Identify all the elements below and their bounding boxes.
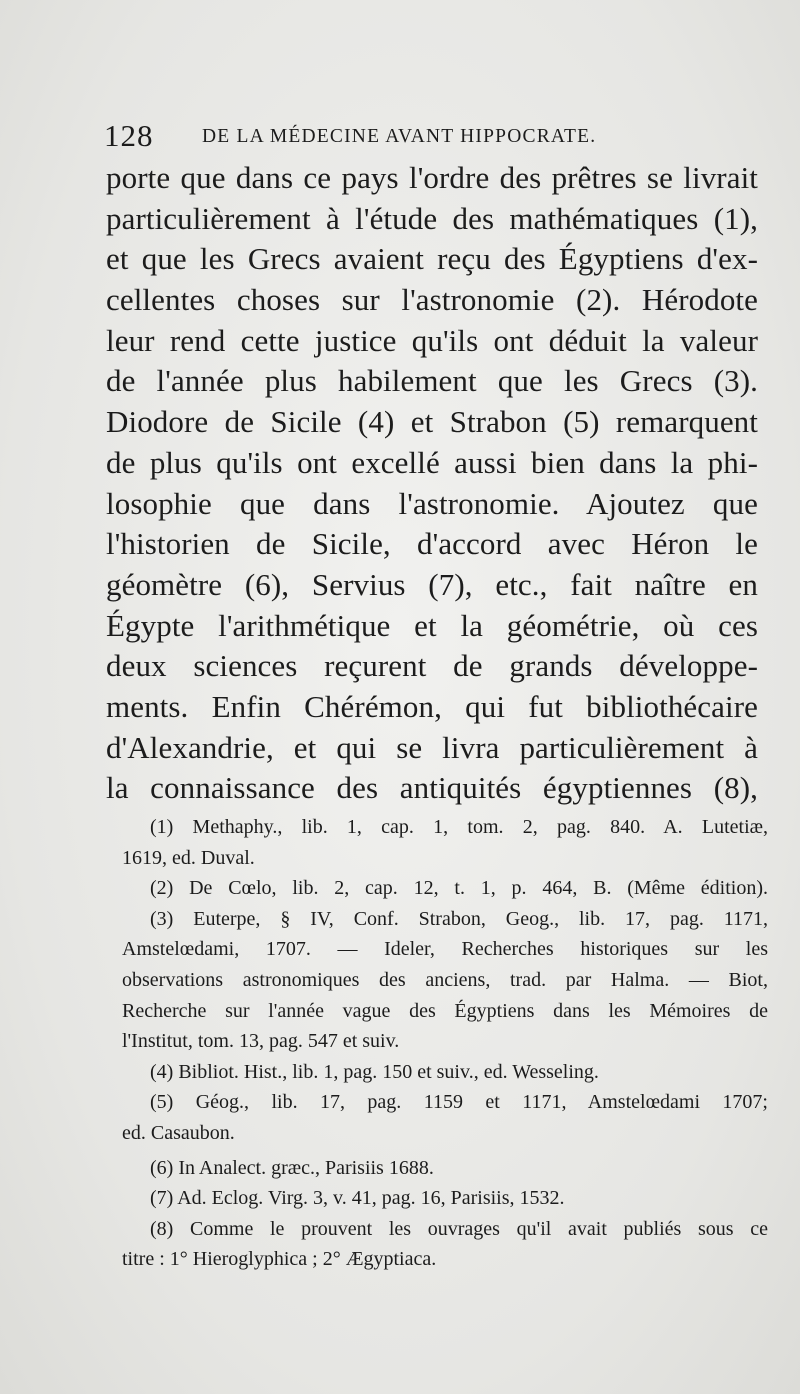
text-line: cellentes choses sur l'astronomie (2). Hérodote: [106, 282, 758, 318]
footnotes: [122, 812, 768, 1275]
text-line: de plus qu'ils ont excellé aussi bien dans la phi-: [106, 444, 758, 480]
text-line: losophie que dans l'astronomie. Ajoutez que: [106, 485, 758, 521]
footnote-2: (2) De Cœlo, lib. 2, cap. 12, t. 1, p. 464, B. (Même édition).: [150, 877, 768, 900]
text-line: et que les Grecs avaient reçu des Égyptiens d'ex-: [106, 241, 758, 277]
footnote-3-cont: observations astronomiques des anciens, trad. par Halma. — Biot,: [122, 968, 768, 991]
footnote-1-cont: 1619, ed. Duval.: [122, 846, 255, 869]
page-header: [104, 118, 764, 158]
text-line: d'Alexandrie, et qui se livra particulièrement à: [106, 729, 758, 765]
text-line: géomètre (6), Servius (7), etc., fait naître en: [106, 566, 758, 602]
text-line: l'historien de Sicile, d'accord avec Héron le: [106, 526, 758, 562]
footnote-3-cont: Recherche sur l'année vague des Égyptiens dans les Mémoires de: [122, 999, 768, 1022]
footnote-3: (3) Euterpe, § IV, Conf. Strabon, Geog., lib. 17, pag. 1171,: [150, 907, 768, 930]
footnote-3-cont: Amstelœdami, 1707. — Ideler, Recherches historiques sur les: [122, 938, 768, 961]
text-line: Diodore de Sicile (4) et Strabon (5) remarquent: [106, 404, 758, 440]
text-line: leur rend cette justice qu'ils ont déduit la valeur: [106, 322, 758, 358]
text-line: de l'année plus habilement que les Grecs (3).: [106, 363, 758, 399]
footnote-3-cont: l'Institut, tom. 13, pag. 547 et suiv.: [122, 1030, 400, 1053]
text-line: particulièrement à l'étude des mathématiques (1),: [106, 200, 758, 236]
footnote-5-cont: ed. Casaubon.: [122, 1121, 235, 1144]
footnote-5: (5) Géog., lib. 17, pag. 1159 et 1171, Amstelœdami 1707;: [150, 1091, 768, 1114]
footnote-8-cont: titre : 1° Hieroglyphica ; 2° Ægyptiaca.: [122, 1248, 437, 1271]
main-text: [106, 158, 758, 809]
footnote-7: (7) Ad. Eclog. Virg. 3, v. 41, pag. 16, Parisiis, 1532.: [150, 1187, 565, 1210]
page-number: 128: [104, 118, 154, 153]
footnote-6: (6) In Analect. græc., Parisiis 1688.: [150, 1156, 434, 1179]
footnote-8: (8) Comme le prouvent les ouvrages qu'il avait publiés sous ce: [150, 1217, 768, 1240]
text-line: deux sciences reçurent de grands développe-: [106, 648, 758, 684]
text-line: Égypte l'arithmétique et la géométrie, où ces: [106, 607, 758, 643]
footnote-4: (4) Bibliot. Hist., lib. 1, pag. 150 et suiv., ed. Wesseling.: [150, 1060, 599, 1083]
footnote-1: (1) Methaphy., lib. 1, cap. 1, tom. 2, pag. 840. A. Lutetiæ,: [150, 816, 768, 838]
text-line: porte que dans ce pays l'ordre des prêtres se livrait: [106, 160, 758, 195]
text-line: ments. Enfin Chérémon, qui fut bibliothécaire: [106, 688, 758, 724]
running-title: DE LA MÉDECINE AVANT HIPPOCRATE.: [202, 126, 597, 147]
text-line: la connaissance des antiquités égyptiennes (8),: [106, 770, 758, 806]
